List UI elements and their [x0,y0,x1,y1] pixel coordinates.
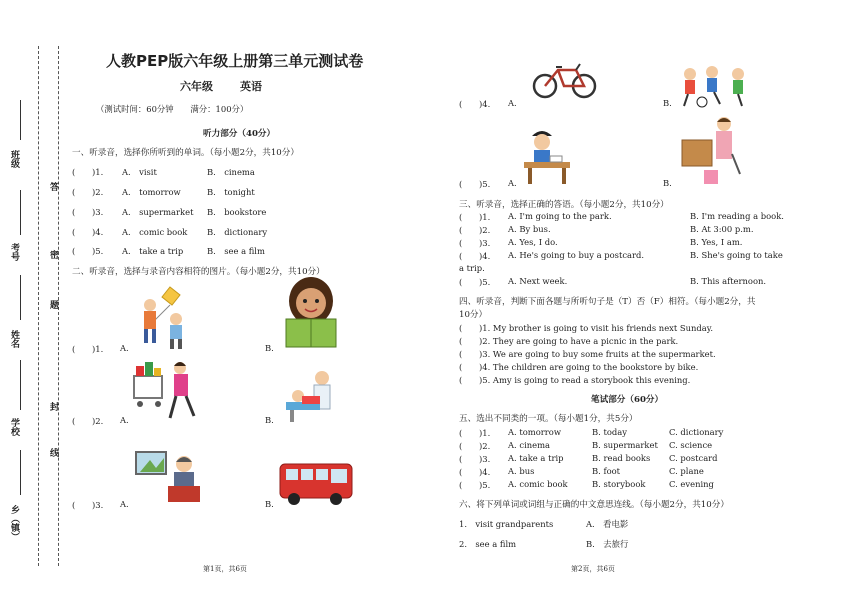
option-b: B. [663,98,672,108]
option-a: A. tomorrow [122,187,181,197]
option-a: A. [120,343,129,353]
option-a: A. He's going to buy a postcard. [508,250,645,260]
page-footer-left: 第1页，共6页 [203,565,247,573]
list-item-number: ( )1. [459,428,491,438]
section2-heading: 二、听录音，选择与录音内容相符的图片。（每小题2分，共10分） [72,267,325,277]
option-b: B. storybook [592,479,646,489]
binding-margin [0,0,62,607]
kids-playing-football-image [680,64,752,110]
option-a: A. take a trip [122,246,184,256]
option-c: C. evening [669,479,714,489]
list-item-number: ( )4. [459,467,491,477]
option-b: B. dictionary [207,227,268,237]
option-b: B. Yes, I am. [690,237,743,247]
field-line-town [20,450,21,495]
binding-line-outer [38,46,39,566]
section6-heading: 六、将下列单词或词组与正确的中文意思连线。（每小题2分，共10分） [459,500,729,510]
option-b: B. [265,499,274,509]
man-at-cinema-image [134,448,202,506]
match-right-item: B. 去旅行 [586,539,629,549]
field-label-town: 乡（镇） [9,505,19,541]
option-b: B. [265,343,274,353]
bicycle-image [532,60,598,100]
list-item: ( )5. Amy is going to read a storybook this evening. [459,375,691,385]
grade-label: 六年级 [180,80,213,93]
list-item-number: ( )2. [72,187,104,197]
option-a: A. [120,415,129,425]
option-b: B. [663,178,672,188]
list-item-number: ( )3. [459,238,491,248]
option-c: C. postcard [669,453,718,463]
list-item-number: ( )5. [459,179,491,189]
option-b: B. foot [592,466,621,476]
field-label-class: 班级 [9,150,19,168]
option-a: A. tomorrow [508,427,561,437]
field-line-exam-no [20,190,21,235]
section1-heading: 一、听录音，选择你所听到的单词。（每小题2分，共10分） [72,148,299,158]
list-item-number: ( )2. [459,225,491,235]
list-item-number: ( )5. [459,480,491,490]
list-item-number: ( )2. [459,441,491,451]
list-item-number: ( )5. [72,246,104,256]
option-c: C. dictionary [669,427,724,437]
section4-heading: 四、听录音，判断下面各题与所听句子是（T）否（F）相符。（每小题2分，共 [459,297,756,307]
list-item: ( )3. We are going to buy some fruits at the supermarket. [459,349,716,359]
field-line-class [20,100,21,140]
option-b: B. today [592,427,627,437]
seal-char-3: 题 [48,300,58,309]
option-a: A. bus [508,466,535,476]
option-b: B. cinema [207,167,255,177]
written-part-heading: 笔试部分（60分） [591,395,664,405]
list-item-number: ( )4. [72,227,104,237]
field-line-name [20,275,21,320]
option-a: A. Yes, I do. [508,237,558,247]
subject-label: 英语 [240,80,262,93]
option-b: B. I'm reading a book. [690,211,784,221]
page-footer-right: 第2页，共6页 [571,565,615,573]
list-item-number: ( )1. [72,167,104,177]
option-a: A. Next week. [508,276,568,286]
seal-char-5: 线 [48,448,58,457]
option-a: A. comic book [122,227,188,237]
list-item-number: ( )4. [459,251,491,261]
option-a: A. visit [122,167,157,177]
section4-heading-cont: 10分） [459,310,488,320]
list-item-number: ( )1. [72,344,104,354]
option-a: A. take a trip [508,453,564,463]
option-a: A. By bus. [508,224,551,234]
list-item-number: ( )5. [459,277,491,287]
kids-flying-kite-image [132,283,192,351]
field-label-exam-no: 考号 [9,243,19,261]
option-b: B. bookstore [207,207,267,217]
list-item-number: ( )3. [72,500,104,510]
option-a: A. [508,178,517,188]
field-label-name: 姓名 [9,330,19,348]
list-item: ( )2. They are going to have a picnic in the park. [459,336,679,346]
boy-doing-homework-image [522,126,572,186]
option-b: B. tonight [207,187,255,197]
option-a: A. comic book [508,479,568,489]
section5-heading: 五、选出不同类的一项。（每小题1分，共5分） [459,414,638,424]
wrapped-text: a trip. [459,263,485,273]
option-b: B. see a film [207,246,265,256]
option-a: A. [508,98,517,108]
option-a: A. I'm going to the park. [508,211,612,221]
list-item-number: ( )2. [72,416,104,426]
girl-reading-book-image [282,275,340,349]
match-right-item: A. 看电影 [586,519,629,529]
list-item-number: ( )3. [72,207,104,217]
mother-cleaning-image [680,114,746,188]
list-item-number: ( )3. [459,454,491,464]
option-b: B. supermarket [592,440,658,450]
list-item-number: ( )4. [459,99,491,109]
option-c: C. plane [669,466,704,476]
option-a: A. cinema [508,440,551,450]
match-left-item: 2. see a film [459,539,517,549]
option-b: B. [265,415,274,425]
red-bus-image [278,458,354,508]
section3-heading: 三、听录音，选择正确的答语。（每小题2分，共10分） [459,200,669,210]
listening-part-heading: 听力部分（40分） [203,129,276,139]
option-c: C. science [669,440,713,450]
option-b: B. read books [592,453,651,463]
woman-shopping-cart-image [132,358,204,424]
option-b: B. At 3:00 p.m. [690,224,754,234]
list-item: ( )4. The children are going to the bookstore by bike. [459,362,699,372]
dentist-patient-image [284,368,340,426]
option-b: B. This afternoon. [690,276,767,286]
seal-char-2: 密 [48,250,58,259]
option-a: A. [120,499,129,509]
seal-char-4: 封 [48,402,58,411]
field-line-school [20,360,21,410]
exam-meta: （测试时间：60分钟 满分：100分） [96,104,249,114]
option-a: A. supermarket [122,207,194,217]
match-left-item: 1. visit grandparents [459,519,554,529]
list-item: ( )1. My brother is going to visit his friends next Sunday. [459,323,714,333]
option-b: B. She's going to take [690,250,783,260]
exam-title: 人教PEP版六年级上册第三单元测试卷 [106,52,364,70]
field-label-school: 学校 [9,418,19,436]
seal-char-1: 答 [48,182,58,191]
list-item-number: ( )1. [459,212,491,222]
